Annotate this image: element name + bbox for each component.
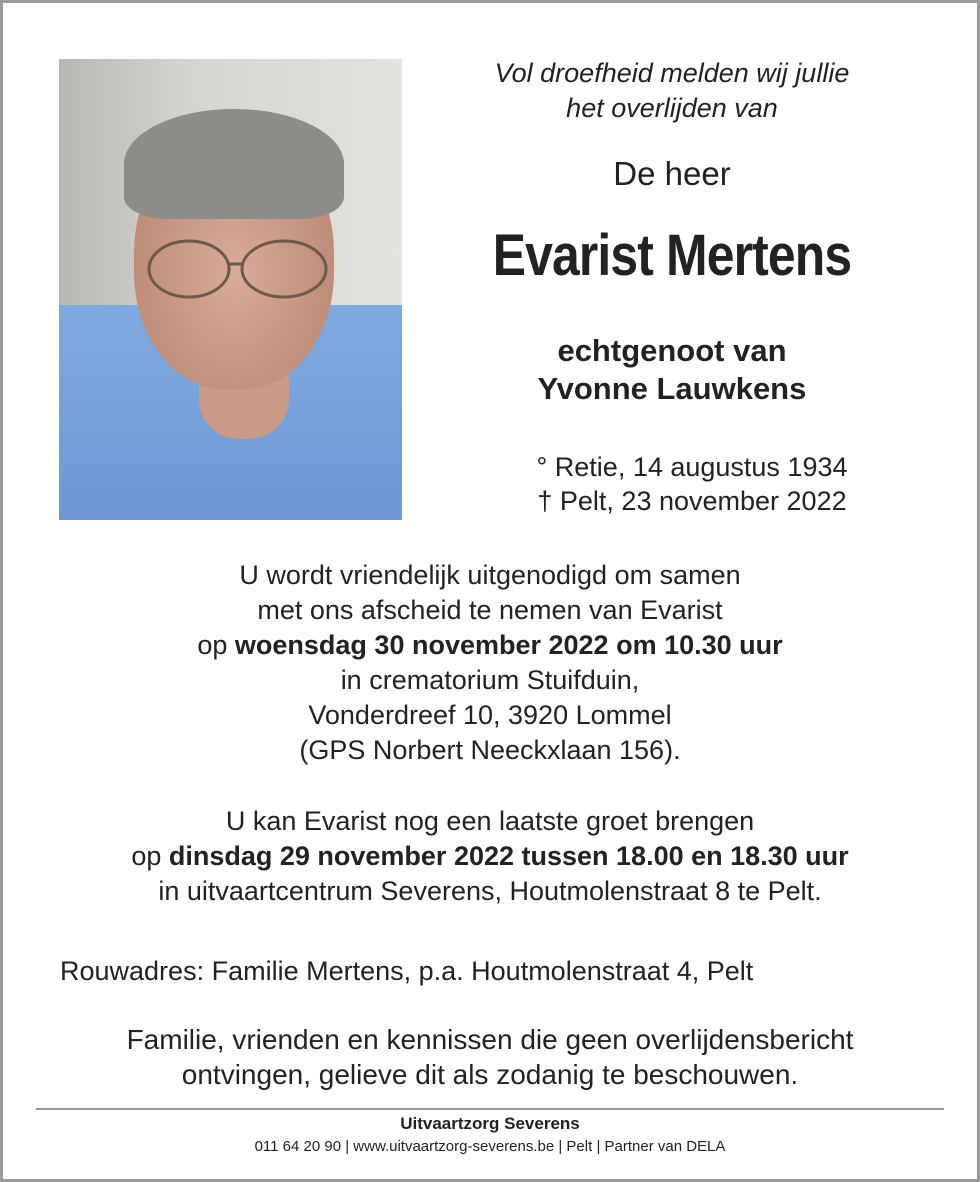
closing-line: ontvingen, gelieve dit als zodanig te beschouwen. — [181, 1059, 799, 1090]
visitation-line: U kan Evarist nog een laatste groet brengen — [225, 806, 755, 836]
visitation-datetime — [40, 839, 940, 874]
ceremony-when: woensdag 30 november 2022 om 10.30 uur — [234, 630, 783, 660]
intro-text — [420, 56, 924, 126]
visitation-info — [40, 804, 940, 909]
ceremony-datetime — [40, 628, 940, 663]
life-dates — [440, 450, 944, 518]
birth-date: ° Retie, 14 augustus 1934 — [536, 452, 848, 482]
spouse-name: Yvonne Lauwkens — [537, 371, 807, 406]
intro-line: Vol droefheid melden wij jullie — [494, 58, 850, 88]
ceremony-line: met ons afscheid te nemen van Evarist — [257, 595, 723, 625]
ceremony-line: in crematorium Stuifduin, — [340, 665, 640, 695]
photo-glasses — [144, 234, 334, 304]
photo-hair — [124, 109, 344, 219]
prefix: op — [131, 841, 169, 871]
closing-line: Familie, vrienden en kennissen die geen overlijdensbericht — [126, 1024, 854, 1055]
honorific: De heer — [613, 155, 731, 192]
deceased-name: Evarist Mertens — [492, 223, 852, 288]
ceremony-line: (GPS Norbert Neeckxlaan 156). — [299, 735, 681, 765]
spouse-label: echtgenoot van — [557, 333, 787, 368]
portrait-photo — [59, 59, 402, 520]
ceremony-line: Vonderdreef 10, 3920 Lommel — [308, 700, 672, 730]
ceremony-line: U wordt vriendelijk uitgenodigd om samen — [239, 560, 741, 590]
funeral-company: Uitvaartzorg Severens — [400, 1114, 580, 1133]
prefix: op — [197, 630, 235, 660]
visitation-when: dinsdag 29 november 2022 tussen 18.00 en 18.30 uur — [168, 841, 849, 871]
intro-line: het overlijden van — [566, 93, 778, 123]
spouse-info — [420, 332, 924, 408]
ceremony-info — [40, 558, 940, 768]
visitation-line: in uitvaartcentrum Severens, Houtmolenstraat 8 te Pelt. — [158, 876, 822, 906]
closing-note — [40, 1022, 940, 1092]
footer-divider — [36, 1108, 944, 1110]
death-date: † Pelt, 23 november 2022 — [537, 486, 847, 516]
mourning-address: Rouwadres: Familie Mertens, p.a. Houtmolenstraat 4, Pelt — [60, 956, 754, 986]
funeral-company-details: 011 64 20 90 | www.uitvaartzorg-severens.be | Pelt | Partner van DELA — [254, 1138, 726, 1155]
